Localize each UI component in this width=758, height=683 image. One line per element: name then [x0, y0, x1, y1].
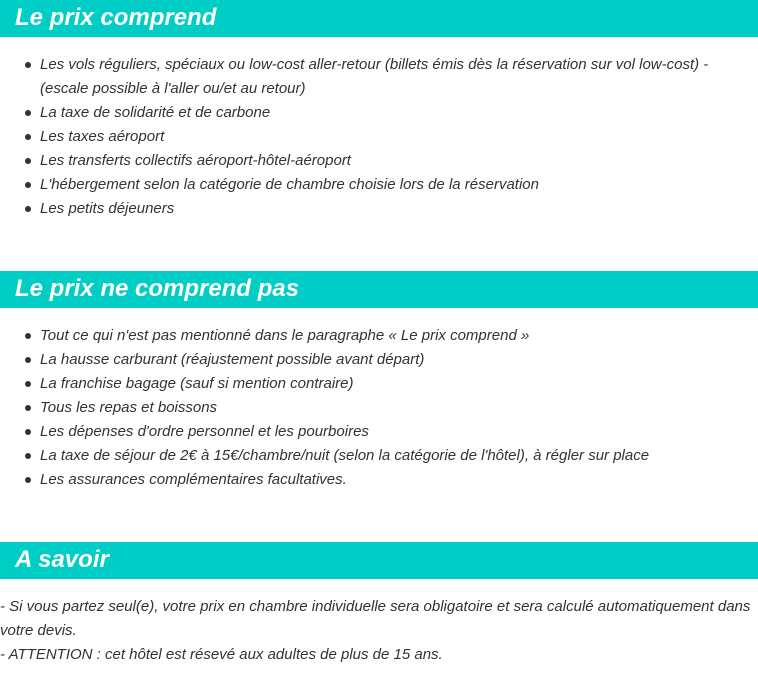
list-item [0, 149, 740, 173]
bullet-icon [25, 453, 31, 459]
section-header-not-included [0, 271, 758, 308]
bullet-icon [25, 158, 31, 164]
list-item [0, 420, 740, 444]
bullet-icon [25, 381, 31, 387]
list-item [0, 444, 740, 468]
list-item-text: Tout ce qui n'est pas mentionné dans le paragraphe « Le prix comprend » [40, 327, 530, 344]
list-item [0, 348, 740, 372]
list-item-text: Tous les repas et boissons [40, 399, 218, 416]
list-item-text: Les assurances complémentaires facultatives. [40, 471, 347, 488]
bullet-icon [25, 405, 31, 411]
list-item-text: La hausse carburant (réajustement possible avant départ) [40, 351, 425, 368]
list-item [0, 173, 740, 197]
bullet-icon [25, 333, 31, 339]
section-header-to-know [0, 542, 758, 579]
section-title-included: Le prix comprend [15, 4, 217, 31]
bullet-icon [25, 206, 31, 212]
note-line: - ATTENTION : cet hôtel est résevé aux adultes de plus de 15 ans. [0, 646, 443, 663]
list-item-text: Les taxes aéroport [40, 128, 165, 145]
included-list [0, 53, 740, 221]
list-item-text: Les dépenses d'ordre personnel et les pourboires [40, 423, 369, 440]
list-item-text: Les vols réguliers, spéciaux ou low-cost aller-retour (billets émis dès la réservation sur vol low-cost) - (escale possible à l'aller ou/et au retour) [40, 56, 709, 97]
list-item [0, 53, 740, 101]
section-header-included [0, 0, 758, 37]
list-item [0, 101, 740, 125]
list-item-text: L'hébergement selon la catégorie de chambre choisie lors de la réservation [40, 176, 539, 193]
bullet-icon [25, 429, 31, 435]
section-title-not-included: Le prix ne comprend pas [15, 275, 300, 302]
to-know-notes [0, 595, 756, 667]
list-item [0, 468, 740, 492]
list-item [0, 125, 740, 149]
bullet-icon [25, 62, 31, 68]
not-included-list [0, 324, 740, 492]
note-line: - Si vous partez seul(e), votre prix en chambre individuelle sera obligatoire et sera calculé automatiquement dans votre devis. [0, 598, 751, 639]
bullet-icon [25, 110, 31, 116]
bullet-icon [25, 182, 31, 188]
list-item-text: Les transferts collectifs aéroport-hôtel-aéroport [40, 152, 351, 169]
list-item [0, 324, 740, 348]
list-item-text: La franchise bagage (sauf si mention contraire) [40, 375, 354, 392]
list-item [0, 372, 740, 396]
bullet-icon [25, 357, 31, 363]
section-title-to-know: A savoir [15, 546, 109, 573]
list-item-text: La taxe de solidarité et de carbone [40, 104, 271, 121]
list-item [0, 396, 740, 420]
list-item-text: Les petits déjeuners [40, 200, 175, 217]
list-item [0, 197, 740, 221]
bullet-icon [25, 477, 31, 483]
list-item-text: La taxe de séjour de 2€ à 15€/chambre/nuit (selon la catégorie de l'hôtel), à régler sur place [40, 447, 650, 464]
bullet-icon [25, 134, 31, 140]
